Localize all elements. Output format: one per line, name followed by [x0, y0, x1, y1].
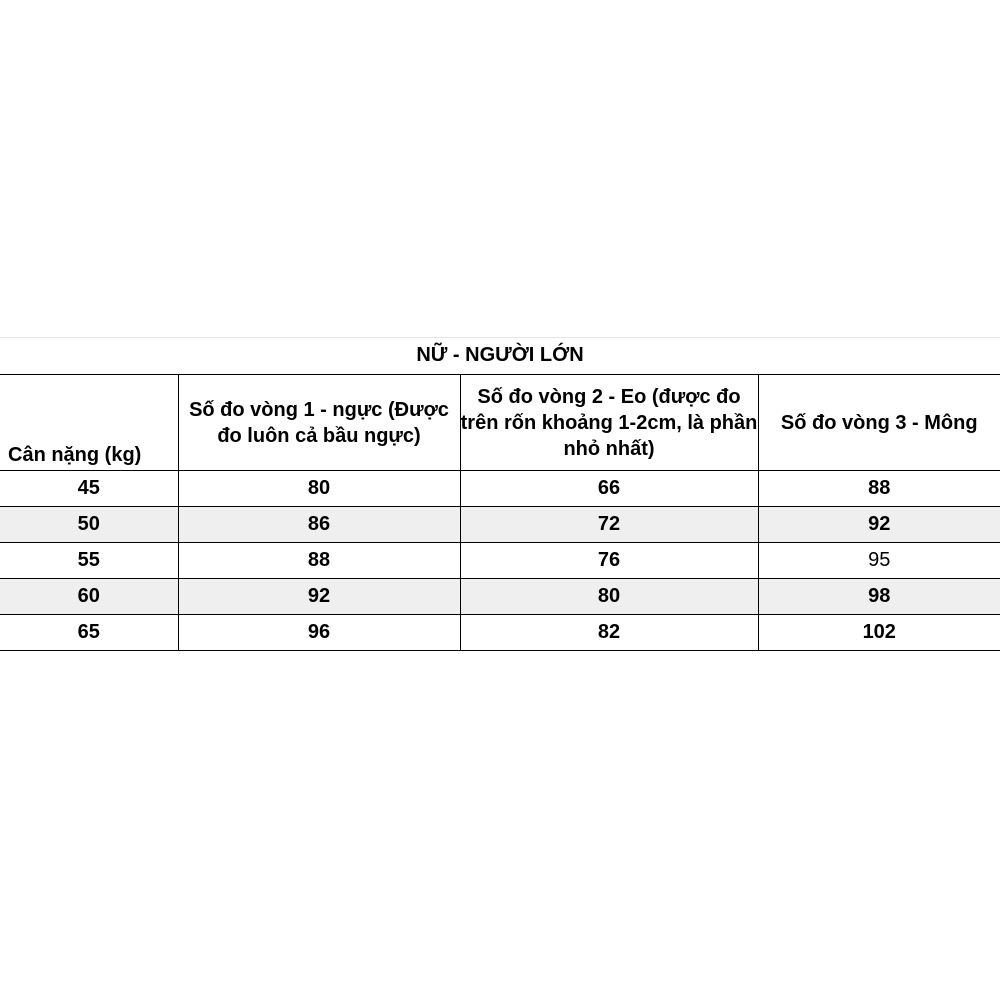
header-weight: Cân nặng (kg) — [0, 375, 178, 471]
cell-bust: 96 — [178, 615, 460, 651]
cell-weight: 55 — [0, 543, 178, 579]
cell-hip: 102 — [758, 615, 1000, 651]
cell-waist: 82 — [460, 615, 758, 651]
cell-waist: 80 — [460, 579, 758, 615]
table-row — [0, 615, 1000, 651]
cell-weight: 45 — [0, 471, 178, 507]
table-row — [0, 543, 1000, 579]
table-row — [0, 471, 1000, 507]
cell-weight: 65 — [0, 615, 178, 651]
header-waist: Số đo vòng 2 - Eo (được đo trên rốn khoảng 1-2cm, là phần nhỏ nhất) — [460, 375, 758, 471]
cell-waist: 66 — [460, 471, 758, 507]
cell-hip: 95 — [758, 543, 1000, 579]
cell-bust: 86 — [178, 507, 460, 543]
cell-weight: 50 — [0, 507, 178, 543]
cell-bust: 92 — [178, 579, 460, 615]
cell-waist: 76 — [460, 543, 758, 579]
cell-weight: 60 — [0, 579, 178, 615]
table-title: NỮ - NGƯỜI LỚN — [416, 344, 584, 366]
cell-bust: 88 — [178, 543, 460, 579]
cell-hip: 92 — [758, 507, 1000, 543]
table-row — [0, 507, 1000, 543]
cell-hip: 98 — [758, 579, 1000, 615]
header-hip: Số đo vòng 3 - Mông — [758, 375, 1000, 471]
cell-waist: 72 — [460, 507, 758, 543]
header-bust: Số đo vòng 1 - ngực (Được đo luôn cả bầu ngực) — [178, 375, 460, 471]
cell-hip: 88 — [758, 471, 1000, 507]
size-table — [0, 374, 1000, 651]
header-row — [0, 375, 1000, 471]
cell-bust: 80 — [178, 471, 460, 507]
table-row — [0, 579, 1000, 615]
